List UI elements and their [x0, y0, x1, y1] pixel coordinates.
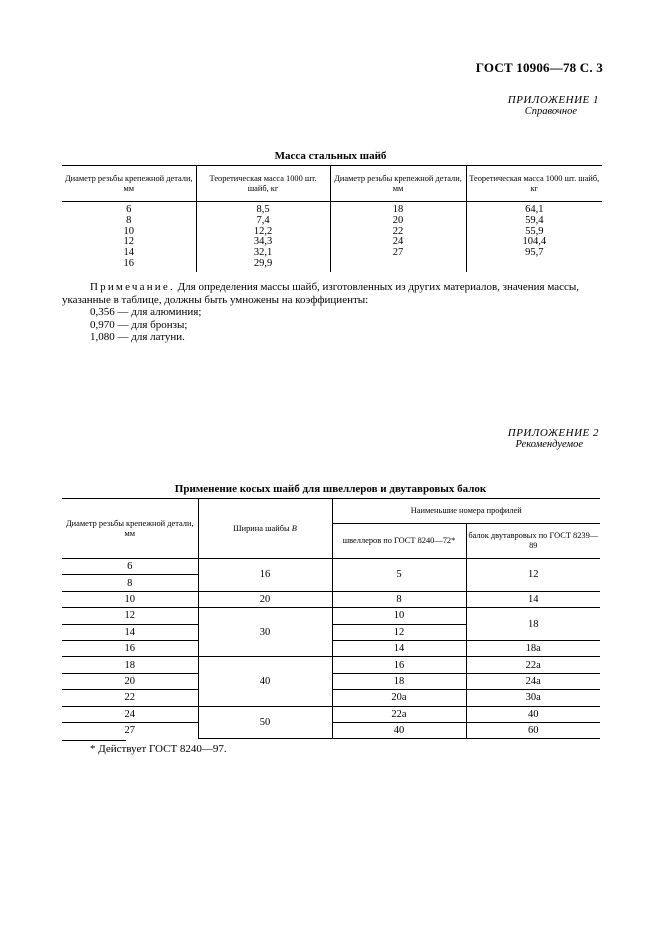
- width-cell: 20: [198, 591, 332, 607]
- factor-bronze: 0,970 — для бронзы;: [90, 318, 188, 331]
- column-header-diameter: Диаметр резьбы крепежной детали, мм: [62, 499, 198, 559]
- table-cell: 14: [123, 247, 134, 259]
- table-row: [62, 657, 600, 673]
- beam-cell: 60: [466, 722, 600, 738]
- width-cell: 50: [198, 706, 332, 739]
- table-cell: 16: [123, 257, 134, 269]
- table-cell: 7,4: [196, 216, 330, 227]
- column-header: Диаметр резьбы крепежной детали, мм: [64, 173, 193, 193]
- bevel-washer-application-table: [62, 498, 600, 739]
- factor-aluminium: 0,356 — для алюминия;: [90, 306, 202, 318]
- table-cell: 18: [330, 202, 466, 216]
- table-header-row: [62, 499, 600, 524]
- table-cell: 29,9: [196, 259, 330, 272]
- note-block: [62, 281, 602, 344]
- table-cell: 12,2: [196, 227, 330, 238]
- table-row: [62, 559, 600, 575]
- table-1-title: Масса стальных шайб: [274, 150, 387, 162]
- table-cell: 12: [123, 236, 134, 248]
- column-header: Теоретическая масса 1000 шт. шайб, кг: [196, 166, 330, 202]
- table-cell: 104,4: [466, 237, 602, 248]
- channel-cell: 14: [332, 640, 466, 656]
- note-label: Примечание.: [90, 281, 175, 293]
- appendix-1-subtitle: Справочное: [524, 106, 577, 117]
- table-row: [62, 216, 602, 227]
- footnote: * Действует ГОСТ 8240—97.: [90, 743, 227, 755]
- channel-cell: 40: [332, 722, 466, 738]
- diameter-cell: 18: [62, 657, 198, 673]
- table-cell: [330, 259, 466, 272]
- table-cell: [466, 259, 602, 272]
- diameter-cell: 16: [62, 640, 198, 656]
- beam-cell: 12: [466, 559, 600, 592]
- diameter-cell: 27: [62, 722, 198, 738]
- diameter-cell: 24: [62, 706, 198, 722]
- table-row: [62, 237, 602, 248]
- table-row: [62, 706, 600, 722]
- steel-washer-mass-table: [62, 165, 602, 272]
- table-cell: 59,4: [466, 216, 602, 227]
- page-header: ГОСТ 10906—78 С. 3: [475, 60, 603, 75]
- table-cell: 22: [330, 227, 466, 238]
- diameter-cell: 8: [62, 575, 198, 591]
- channel-cell: 22а: [332, 706, 466, 722]
- beam-cell: 24а: [466, 673, 600, 689]
- appendix-2-title: ПРИЛОЖЕНИЕ 2: [507, 427, 599, 439]
- channel-cell: 18: [332, 673, 466, 689]
- appendix-1-title: ПРИЛОЖЕНИЕ 1: [507, 94, 599, 106]
- channel-cell: 10: [332, 608, 466, 624]
- diameter-cell: 10: [62, 591, 198, 607]
- table-row: [62, 227, 602, 238]
- diameter-cell: 14: [62, 624, 198, 640]
- table-cell: 95,7: [466, 248, 602, 259]
- diameter-cell: 6: [62, 559, 198, 575]
- footnote-divider: [62, 740, 126, 741]
- table-cell: 20: [330, 216, 466, 227]
- table-row: [62, 608, 600, 624]
- diameter-cell: 22: [62, 690, 198, 706]
- width-cell: 16: [198, 559, 332, 592]
- diameter-cell: 20: [62, 673, 198, 689]
- channel-cell: 12: [332, 624, 466, 640]
- beam-cell: 40: [466, 706, 600, 722]
- table-cell: 10: [123, 225, 134, 237]
- width-cell: 40: [198, 657, 332, 706]
- table-2-title: Применение косых шайб для швеллеров и двутавровых балок: [174, 483, 487, 495]
- table-row: [62, 259, 602, 272]
- channel-cell: 16: [332, 657, 466, 673]
- beam-cell: 18а: [466, 640, 600, 656]
- appendix-2-subtitle: Рекомендуемое: [515, 439, 583, 450]
- table-header-row: [62, 166, 602, 202]
- column-header-width: [198, 499, 332, 559]
- note-text: Для определения массы шайб, изготовленных из других материалов, значения массы, указанные в таблице, должны быть умножены на коэффициенты:: [62, 281, 580, 306]
- table-cell: 55,9: [466, 227, 602, 238]
- width-symbol: B: [291, 523, 297, 533]
- beam-cell: 14: [466, 591, 600, 607]
- table-cell: 6: [126, 204, 132, 215]
- table-cell: 64,1: [466, 202, 602, 216]
- column-header: Теоретическая масса 1000 шт. шайб, кг: [466, 166, 602, 202]
- beam-cell: 22а: [466, 657, 600, 673]
- table-cell: 27: [330, 248, 466, 259]
- table-cell: 24: [330, 237, 466, 248]
- column-header: Диаметр резьбы крепежной детали, мм: [330, 166, 466, 202]
- beam-cell: 18: [466, 608, 600, 641]
- diameter-cell: 12: [62, 608, 198, 624]
- column-header-profiles: Наименьшие номера профилей: [332, 499, 600, 524]
- table-cell: 8: [126, 214, 132, 226]
- column-header-channels: швеллеров по ГОСТ 8240—72*: [332, 524, 466, 559]
- table-cell: 8,5: [196, 202, 330, 216]
- note-paragraph: [62, 281, 602, 306]
- table-cell: 34,3: [196, 237, 330, 248]
- channel-cell: 20а: [332, 690, 466, 706]
- factor-brass: 1,080 — для латуни.: [90, 331, 185, 343]
- channel-cell: 5: [332, 559, 466, 592]
- table-row: [62, 248, 602, 259]
- channel-cell: 8: [332, 591, 466, 607]
- table-row: [62, 591, 600, 607]
- column-header-width-label: Ширина шайбы: [233, 523, 292, 533]
- width-cell: 30: [198, 608, 332, 657]
- beam-cell: 30а: [466, 690, 600, 706]
- table-row: [62, 202, 602, 216]
- table-cell: 32,1: [196, 248, 330, 259]
- column-header-beams: балок двутавровых по ГОСТ 8239—89: [466, 524, 600, 559]
